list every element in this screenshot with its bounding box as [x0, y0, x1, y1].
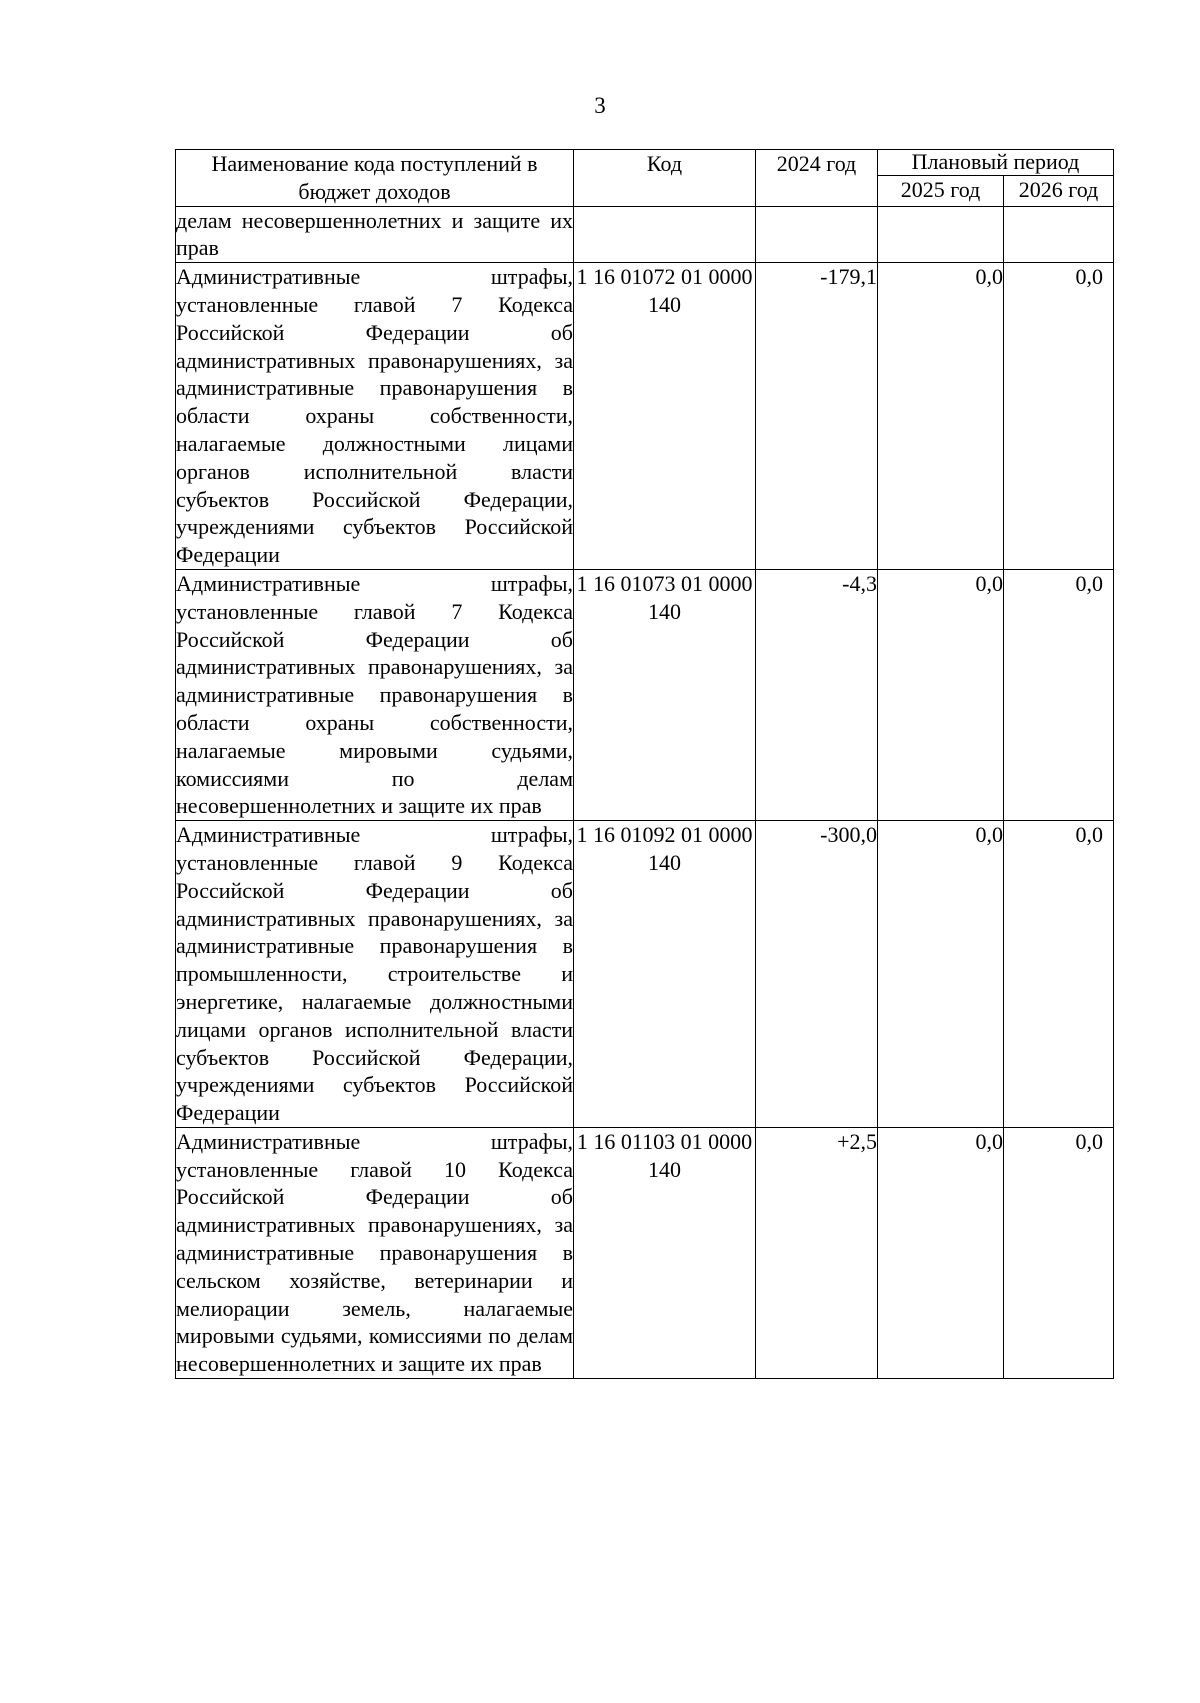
page-number: 3 [594, 93, 606, 118]
row-value-2024: -4,3 [756, 569, 878, 820]
header-year-2026: 2026 год [1004, 176, 1114, 206]
row-name: делам несовершеннолетних и защите их прав [176, 206, 574, 263]
row-value-2024 [756, 206, 878, 263]
row-name: Административные штрафы, установленные главой 7 Кодекса Российской Федерации об административных правонарушениях, за административные правонарушения в области охраны собственности, налагаемые должностными лицами органов исполнительной власти субъектов Российской Федерации, учреждениями субъектов Российской Федерации [176, 263, 574, 570]
row-name: Административные штрафы, установленные главой 10 Кодекса Российской Федерации об административных правонарушениях, за административные правонарушения в сельском хозяйстве, ветеринарии и мелиорации земель, налагаемые мировыми судьями, комиссиями по делам несовершеннолетних и защите их прав [176, 1127, 574, 1378]
row-value-2026 [1004, 206, 1114, 263]
row-name: Административные штрафы, установленные главой 7 Кодекса Российской Федерации об административных правонарушениях, за административные правонарушения в области охраны собственности, налагаемые мировыми судьями, комиссиями по делам несовершеннолетних и защите их прав [176, 569, 574, 820]
row-value-2026: 0,0 [1004, 1127, 1114, 1378]
header-year-2025: 2025 год [878, 176, 1004, 206]
table-row [176, 569, 1114, 820]
header-year-2024: 2024 год [756, 150, 878, 207]
row-value-2025: 0,0 [878, 263, 1004, 570]
row-code [574, 206, 756, 263]
table-row [176, 1127, 1114, 1378]
row-code: 1 16 01103 01 0000 140 [574, 1127, 756, 1378]
row-value-2025 [878, 206, 1004, 263]
row-code: 1 16 01092 01 0000 140 [574, 821, 756, 1128]
row-value-2025: 0,0 [878, 821, 1004, 1128]
row-value-2025: 0,0 [878, 1127, 1004, 1378]
row-value-2026: 0,0 [1004, 263, 1114, 570]
row-value-2025: 0,0 [878, 569, 1004, 820]
row-code: 1 16 01072 01 0000 140 [574, 263, 756, 570]
header-name: Наименование кода поступлений в бюджет доходов [176, 150, 574, 207]
row-name: Административные штрафы, установленные главой 9 Кодекса Российской Федерации об административных правонарушениях, за административные правонарушения в промышленности, строительстве и энергетике, налагаемые должностными лицами органов исполнительной власти субъектов Российской Федерации, учреждениями субъектов Российской Федерации [176, 821, 574, 1128]
table-row [176, 206, 1114, 263]
header-code: Код [574, 150, 756, 207]
row-code: 1 16 01073 01 0000 140 [574, 569, 756, 820]
table-row [176, 821, 1114, 1128]
row-value-2024: +2,5 [756, 1127, 878, 1378]
row-value-2024: -300,0 [756, 821, 878, 1128]
row-value-2026: 0,0 [1004, 569, 1114, 820]
revenue-table [175, 149, 1114, 1379]
row-value-2026: 0,0 [1004, 821, 1114, 1128]
row-value-2024: -179,1 [756, 263, 878, 570]
header-row [176, 150, 1114, 176]
header-planned-period: Плановый период [878, 150, 1114, 176]
table-row [176, 263, 1114, 570]
